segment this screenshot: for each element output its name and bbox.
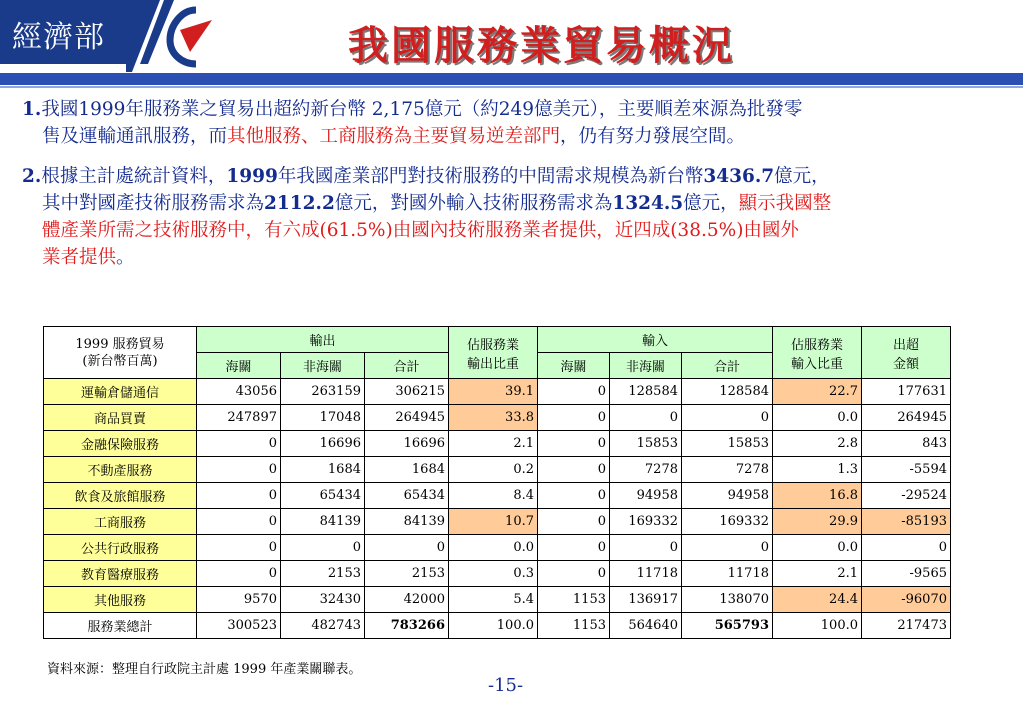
table-cell: 0 <box>197 535 281 561</box>
table-cell: -96070 <box>862 587 951 613</box>
table-row <box>44 457 951 483</box>
p2-a3: 年我國產業部門對技術服務的中間需求規模為新台幣 <box>277 166 704 187</box>
table-cell: 100.0 <box>449 613 538 639</box>
import-noncustoms-header: 非海關 <box>610 353 682 379</box>
table-cell: 84139 <box>281 509 365 535</box>
service-trade-table <box>43 326 951 639</box>
table-cell: 84139 <box>365 509 449 535</box>
table-cell: 783266 <box>365 613 449 639</box>
import-share-header: 佔服務業 輸入比重 <box>773 327 862 379</box>
table-cell: 0 <box>538 561 610 587</box>
table-cell: 43056 <box>197 379 281 405</box>
table-cell: 1153 <box>538 587 610 613</box>
table-cell: 0 <box>197 509 281 535</box>
import-customs-header: 海關 <box>538 353 610 379</box>
table-cell: 0.3 <box>449 561 538 587</box>
table-cell: 0.2 <box>449 457 538 483</box>
table-cell: 16696 <box>365 431 449 457</box>
table-cell: 0 <box>538 535 610 561</box>
table-row <box>44 535 951 561</box>
table-cell: 843 <box>862 431 951 457</box>
p2-red3: 業者提供 <box>42 247 117 268</box>
table-cell: 0 <box>862 535 951 561</box>
p2-b3: 億元，對國外輸入技術服務需求為 <box>334 193 613 214</box>
p2-red2: 體產業所需之技術服務中，有六成(61.5%)由國內技術服務業者提供，近四成(38.5%)由國外 <box>42 220 799 241</box>
header-rule-thin <box>0 86 1023 88</box>
table-cell: 32430 <box>281 587 365 613</box>
table-cell: 39.1 <box>449 379 538 405</box>
row-label-cell: 公共行政服務 <box>44 535 197 561</box>
table-cell: 2.1 <box>449 431 538 457</box>
table-cell: 564640 <box>610 613 682 639</box>
table-cell: 15853 <box>610 431 682 457</box>
table-cell: 15853 <box>682 431 773 457</box>
row-label-cell: 教育醫療服務 <box>44 561 197 587</box>
table-cell: 0 <box>538 379 610 405</box>
table-cell: -85193 <box>862 509 951 535</box>
p2-a4: 3436.7 <box>703 166 775 187</box>
ministry-logo-box <box>0 0 126 64</box>
table-row <box>44 561 951 587</box>
table-cell: 217473 <box>862 613 951 639</box>
table-cell: 0 <box>538 509 610 535</box>
paragraph-2 <box>22 163 1012 271</box>
table-row <box>44 431 951 457</box>
table-cell: 0 <box>538 405 610 431</box>
row-label-cell: 飲食及旅館服務 <box>44 483 197 509</box>
table-cell: 300523 <box>197 613 281 639</box>
p2-a2: 1999 <box>226 166 278 187</box>
p2-number: 2. <box>22 166 42 187</box>
table-cell: -29524 <box>862 483 951 509</box>
table-cell: 0 <box>365 535 449 561</box>
table-row <box>44 509 951 535</box>
table-cell: 0 <box>538 483 610 509</box>
table-cell: 16696 <box>281 431 365 457</box>
table-cell: 0.0 <box>449 535 538 561</box>
import-header: 輸入 <box>538 327 773 353</box>
page-number: -15- <box>488 675 524 696</box>
table-cell: 9570 <box>197 587 281 613</box>
table-cell: 8.4 <box>449 483 538 509</box>
table-cell: 0 <box>197 483 281 509</box>
p2-red1: 顯示我國整 <box>738 193 832 214</box>
table-cell: 24.4 <box>773 587 862 613</box>
table-cell: 1684 <box>365 457 449 483</box>
table-cell: 0.0 <box>773 535 862 561</box>
table-cell: 33.8 <box>449 405 538 431</box>
table-cell: 17048 <box>281 405 365 431</box>
table-cell: 22.7 <box>773 379 862 405</box>
table-cell: 1153 <box>538 613 610 639</box>
row-label-cell: 運輸倉儲通信 <box>44 379 197 405</box>
header-rule <box>0 73 1023 85</box>
export-header: 輸出 <box>197 327 449 353</box>
p2-a5: 億元， <box>774 166 830 187</box>
table-cell: 263159 <box>281 379 365 405</box>
table-cell: 0 <box>281 535 365 561</box>
source-note: 資料來源：整理自行政院主計處 1999 年產業關聯表。 <box>47 662 362 677</box>
row-label-cell: 金融保險服務 <box>44 431 197 457</box>
table-cell: 169332 <box>610 509 682 535</box>
surplus-header: 出超 金額 <box>862 327 951 379</box>
table-cell: 7278 <box>610 457 682 483</box>
table-cell: 2153 <box>365 561 449 587</box>
table-cell: 0 <box>197 561 281 587</box>
table-cell: 11718 <box>682 561 773 587</box>
import-total-header: 合計 <box>682 353 773 379</box>
p1-line1: 我國1999年服務業之貿易出超約新台幣 2,175億元（約249億美元），主要順差來源為批發零 <box>41 99 803 120</box>
paragraph-1 <box>22 96 1012 150</box>
export-total-header: 合計 <box>365 353 449 379</box>
table-row <box>44 379 951 405</box>
table-cell: 0 <box>682 405 773 431</box>
p2-b4: 1324.5 <box>612 193 684 214</box>
p1-number: 1. <box>22 99 42 120</box>
table-cell: 138070 <box>682 587 773 613</box>
table-cell: 11718 <box>610 561 682 587</box>
table-cell: 94958 <box>610 483 682 509</box>
table-row <box>44 587 951 613</box>
p1-highlight: 其他服務、工商服務為主要貿易逆差部門 <box>227 126 561 147</box>
p2-a1: 根據主計處統計資料， <box>41 166 227 187</box>
table-cell: 565793 <box>682 613 773 639</box>
table-cell: 1.3 <box>773 457 862 483</box>
table-cell: 247897 <box>197 405 281 431</box>
table-cell: 10.7 <box>449 509 538 535</box>
page-title: 我國服務業貿易概況 <box>348 22 735 69</box>
table-cell: 169332 <box>682 509 773 535</box>
table-cell: 128584 <box>682 379 773 405</box>
table-cell: 177631 <box>862 379 951 405</box>
table-cell: 65434 <box>365 483 449 509</box>
table-cell: 2153 <box>281 561 365 587</box>
p1-line2c: ，仍有努力發展空間。 <box>560 126 746 147</box>
table-cell: 42000 <box>365 587 449 613</box>
table-cell: 16.8 <box>773 483 862 509</box>
table-cell: 1684 <box>281 457 365 483</box>
ministry-logo-text: 經濟部 <box>12 20 105 55</box>
table-cell: 0.0 <box>773 405 862 431</box>
table-cell: 7278 <box>682 457 773 483</box>
table-cell: -5594 <box>862 457 951 483</box>
p1-line2a: 售及運輸通訊服務，而 <box>42 126 228 147</box>
export-share-header: 佔服務業 輸出比重 <box>449 327 538 379</box>
table-corner-header: 1999 服務貿易 (新台幣百萬) <box>44 327 197 379</box>
table-cell: 94958 <box>682 483 773 509</box>
p2-b2: 2112.2 <box>264 193 335 214</box>
table-cell: 0 <box>538 457 610 483</box>
table-cell: -9565 <box>862 561 951 587</box>
table-cell: 136917 <box>610 587 682 613</box>
p2-b5: 億元， <box>683 193 739 214</box>
table-cell: 306215 <box>365 379 449 405</box>
table-cell: 5.4 <box>449 587 538 613</box>
export-noncustoms-header: 非海關 <box>281 353 365 379</box>
moea-emblem-icon <box>126 0 216 72</box>
p2-end: 。 <box>116 247 135 268</box>
table-cell: 264945 <box>862 405 951 431</box>
table-cell: 0 <box>197 431 281 457</box>
row-label-cell: 不動產服務 <box>44 457 197 483</box>
row-label-cell: 其他服務 <box>44 587 197 613</box>
p2-b1: 其中對國產技術服務需求為 <box>42 193 265 214</box>
table-cell: 0 <box>610 535 682 561</box>
table-cell: 65434 <box>281 483 365 509</box>
table-cell: 2.1 <box>773 561 862 587</box>
table-row <box>44 405 951 431</box>
table-cell: 128584 <box>610 379 682 405</box>
table-row <box>44 483 951 509</box>
table-cell: 100.0 <box>773 613 862 639</box>
table-cell: 482743 <box>281 613 365 639</box>
row-label-cell: 商品買賣 <box>44 405 197 431</box>
table-cell: 29.9 <box>773 509 862 535</box>
table-total-row <box>44 613 951 639</box>
table-cell: 264945 <box>365 405 449 431</box>
row-label-cell: 服務業總計 <box>44 613 197 639</box>
table-cell: 0 <box>538 431 610 457</box>
table-cell: 0 <box>197 457 281 483</box>
export-customs-header: 海關 <box>197 353 281 379</box>
table-cell: 0 <box>682 535 773 561</box>
table-cell: 2.8 <box>773 431 862 457</box>
table-cell: 0 <box>610 405 682 431</box>
row-label-cell: 工商服務 <box>44 509 197 535</box>
